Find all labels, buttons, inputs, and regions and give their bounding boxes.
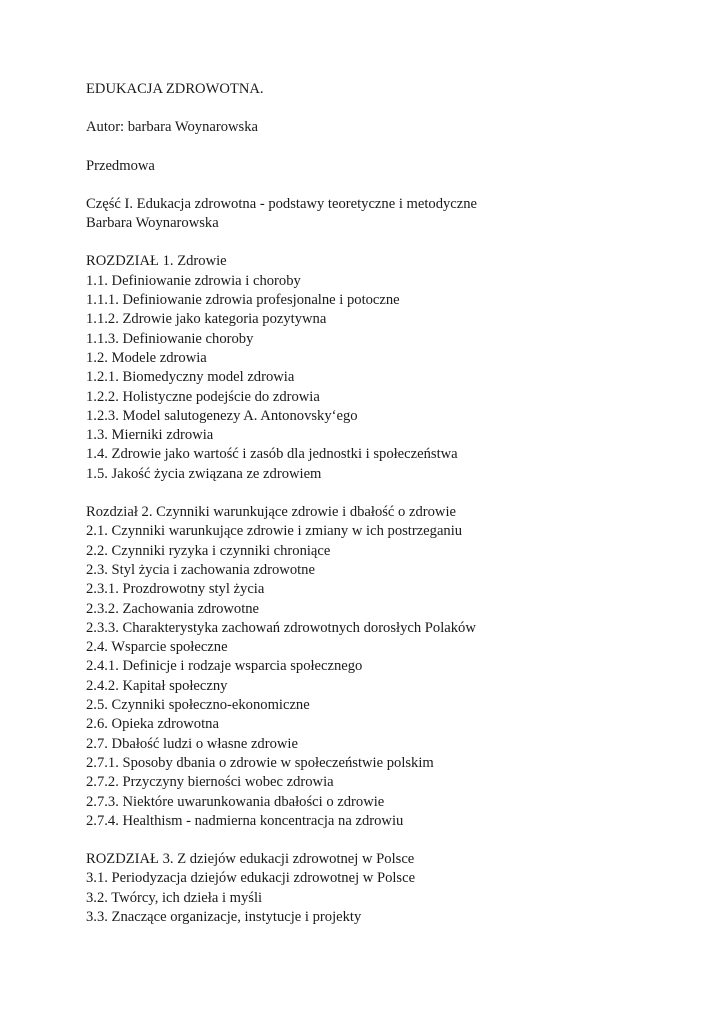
toc-entry: 1.2.2. Holistyczne podejście do zdrowia — [86, 388, 320, 405]
toc-entry: 3.2. Twórcy, ich dzieła i myśli — [86, 889, 263, 906]
part-title: Część I. Edukacja zdrowotna - podstawy teoretyczne i metodyczne — [86, 195, 478, 212]
toc-entry: 2.3.2. Zachowania zdrowotne — [86, 600, 260, 617]
chapter-block — [86, 850, 686, 927]
toc-entry: 3.1. Periodyzacja dziejów edukacji zdrowotnej w Polsce — [86, 870, 416, 887]
toc-entry: 1.2.3. Model salutogenezy A. Antonovsky‘ego — [86, 407, 358, 424]
toc-entry: 2.3.3. Charakterystyka zachowań zdrowotnych dorosłych Polaków — [86, 619, 476, 636]
toc-entry: 2.4.2. Kapitał społeczny — [86, 677, 228, 694]
toc-entry: 1.3. Mierniki zdrowia — [86, 427, 214, 444]
toc-entry: 3.3. Znaczące organizacje, instytucje i projekty — [86, 908, 362, 925]
chapter-heading: Rozdział 2. Czynniki warunkujące zdrowie i dbałość o zdrowie — [86, 504, 456, 521]
toc-entry: 1.1. Definiowanie zdrowia i choroby — [86, 272, 301, 289]
toc-entry: 1.1.2. Zdrowie jako kategoria pozytywna — [86, 311, 327, 328]
toc-entry: 2.3.1. Prozdrowotny styl życia — [86, 581, 265, 598]
toc-entry: 2.3. Styl życia i zachowania zdrowotne — [86, 561, 315, 578]
chapter-block — [86, 503, 686, 831]
chapter-heading: ROZDZIAŁ 1. Zdrowie — [86, 253, 227, 270]
document-body — [86, 80, 686, 927]
part-heading-block — [86, 195, 686, 234]
toc-entry: 2.4.1. Definicje i rodzaje wsparcia społecznego — [86, 658, 363, 675]
toc-entry: 2.7.2. Przyczyny bierności wobec zdrowia — [86, 774, 334, 791]
toc-entry: 2.4. Wsparcie społeczne — [86, 639, 228, 656]
preface-heading: Przedmowa — [86, 157, 155, 174]
table-of-contents — [86, 252, 686, 927]
toc-entry: 1.1.3. Definiowanie choroby — [86, 330, 254, 347]
chapter-heading: ROZDZIAŁ 3. Z dziejów edukacji zdrowotnej w Polsce — [86, 851, 415, 868]
toc-entry: 1.2.1. Biomedyczny model zdrowia — [86, 369, 295, 386]
toc-entry: 2.1. Czynniki warunkujące zdrowie i zmiany w ich postrzeganiu — [86, 523, 463, 540]
document-title: EDUKACJA ZDROWOTNA. — [86, 81, 264, 97]
chapter-block — [86, 252, 686, 484]
toc-entry: 1.4. Zdrowie jako wartość i zasób dla jednostki i społeczeństwa — [86, 446, 458, 463]
toc-entry: 2.5. Czynniki społeczno-ekonomiczne — [86, 697, 310, 714]
toc-entry: 2.7. Dbałość ludzi o własne zdrowie — [86, 735, 298, 752]
toc-entry: 2.7.4. Healthism - nadmierna koncentracja na zdrowiu — [86, 812, 404, 829]
toc-entry: 2.7.3. Niektóre uwarunkowania dbałości o zdrowie — [86, 793, 385, 810]
toc-entry: 2.2. Czynniki ryzyka i czynniki chroniące — [86, 542, 331, 559]
toc-entry: 1.1.1. Definiowanie zdrowia profesjonalne i potoczne — [86, 292, 400, 309]
part-author: Barbara Woynarowska — [86, 215, 219, 232]
toc-entry: 2.6. Opieka zdrowotna — [86, 716, 219, 733]
toc-entry: 1.5. Jakość życia związana ze zdrowiem — [86, 465, 322, 482]
document-author: Autor: barbara Woynarowska — [86, 119, 259, 136]
toc-entry: 2.7.1. Sposoby dbania o zdrowie w społeczeństwie polskim — [86, 754, 434, 771]
toc-entry: 1.2. Modele zdrowia — [86, 349, 207, 366]
